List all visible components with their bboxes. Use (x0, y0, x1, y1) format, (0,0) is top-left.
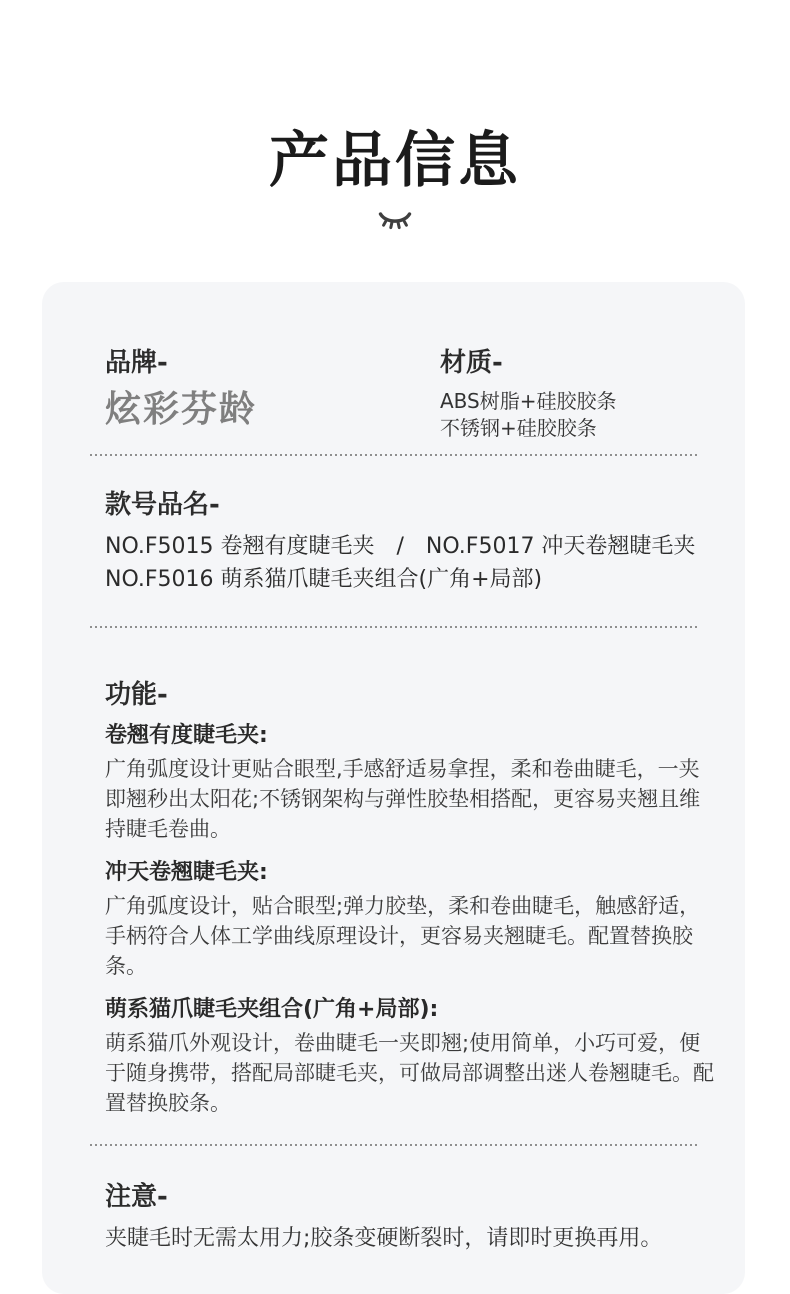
dotted-divider (90, 626, 697, 628)
notice-section (105, 1182, 697, 1254)
feature-item (105, 859, 701, 981)
closed-eye-lashes-icon (377, 208, 413, 234)
feature-item (105, 996, 714, 1118)
feature-description: 广角弧度设计，贴合眼型;弹力胶垫，柔和卷曲睫毛，触感舒适，手柄符合人体工学曲线原理设计，更容易夹翘睫毛。配置替换胶条。 (105, 894, 701, 978)
model-heading: 款号品名- (105, 490, 220, 520)
brand-heading: 品牌- (105, 348, 168, 378)
features-heading: 功能- (105, 680, 168, 710)
feature-title: 卷翘有度睫毛夹: (105, 723, 268, 748)
material-line: ABS树脂+硅胶胶条 (440, 389, 617, 413)
model-line: NO.F5016 萌系猫爪睫毛夹组合(广角+局部) (105, 567, 543, 592)
dotted-divider (90, 454, 697, 456)
notice-description: 夹睫毛时无需太用力;胶条变硬断裂时，请即时更换再用。 (105, 1226, 663, 1251)
brand-logo: 炫彩芬龄 (105, 389, 258, 430)
material-line: 不锈钢+硅胶胶条 (440, 416, 597, 440)
material-heading: 材质- (440, 348, 503, 378)
model-line: NO.F5015 卷翘有度睫毛夹 / NO.F5017 冲天卷翘睫毛夹 (105, 534, 696, 559)
page-title: 产品信息 (269, 126, 521, 196)
model-name-section (105, 490, 697, 596)
brand-block (105, 348, 440, 442)
feature-item (105, 722, 701, 844)
page-header (0, 0, 790, 234)
material-block (440, 348, 697, 442)
feature-title: 冲天卷翘睫毛夹: (105, 860, 268, 885)
feature-description: 广角弧度设计更贴合眼型,手感舒适易拿捏，柔和卷曲睫毛，一夹即翘秒出太阳花;不锈钢架构与弹性胶垫相搭配，更容易夹翘且维持睫毛卷曲。 (105, 757, 701, 841)
product-info-card (42, 282, 745, 1294)
brand-material-section (90, 348, 697, 442)
features-section (105, 680, 714, 1118)
feature-description: 萌系猫爪外观设计，卷曲睫毛一夹即翘;使用简单，小巧可爱，便于随身携带，搭配局部睫毛夹，可做局部调整出迷人卷翘睫毛。配置替换胶条。 (105, 1031, 714, 1115)
dotted-divider (90, 1144, 697, 1146)
feature-title: 萌系猫爪睫毛夹组合(广角+局部): (105, 997, 439, 1022)
notice-heading: 注意- (105, 1182, 168, 1212)
